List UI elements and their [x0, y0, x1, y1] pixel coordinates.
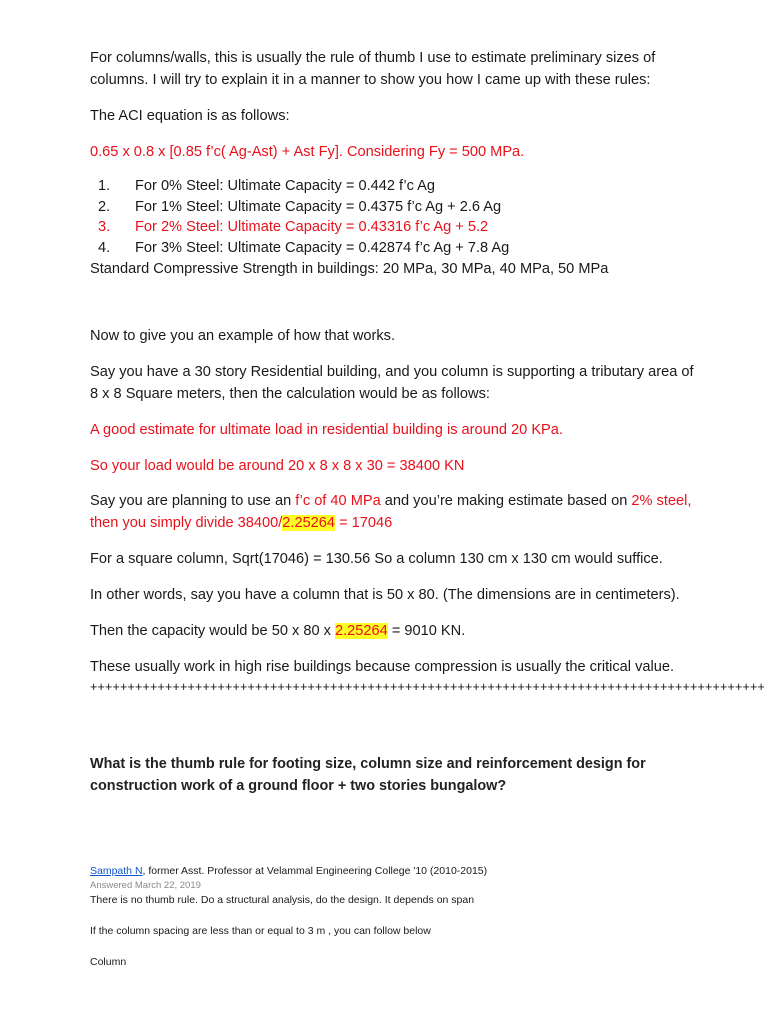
planning-line-1: [90, 490, 691, 512]
high-rise-note: These usually work in high rise buildings because compression is usually the critical value.: [90, 659, 675, 675]
planning-text: Say you are planning to use an: [90, 493, 296, 509]
author-credential: , former Asst. Professor at Velammal Engineering College '10 (2010-2015): [142, 865, 488, 877]
separator-line: ++++++++++++++++++++++++++++++++++++++++++++++++++++++++++++++++++++++++++++++++++++++++++: [90, 680, 765, 694]
intro-line-1: For columns/walls, this is usually the rule of thumb I use to estimate preliminary sizes of: [90, 50, 656, 66]
highlighted-factor: 2.25264: [335, 623, 388, 639]
scenario-line-2: 8 x 8 Square meters, then the calculation would be as follows:: [90, 386, 490, 402]
steel-percentage: 2% steel,: [631, 493, 692, 509]
answer-line-2: If the column spacing are less than or equal to 3 m , you can follow below: [90, 925, 431, 937]
list-number: 3.: [98, 219, 111, 235]
planning-line-2: [90, 512, 392, 534]
list-item: [90, 238, 509, 259]
answer-byline: [90, 864, 487, 878]
answer-line-1: There is no thumb rule. Do a structural analysis, do the design. It depends on span: [90, 894, 475, 906]
aci-heading: The ACI equation is as follows:: [90, 108, 290, 124]
divide-text: then you simply divide 38400/: [90, 515, 283, 531]
planning-text: and you’re making estimate based on: [380, 493, 632, 509]
standard-strength: Standard Compressive Strength in buildings: 20 MPa, 30 MPa, 40 MPa, 50 MPa: [90, 261, 609, 277]
estimate-load: A good estimate for ultimate load in residential building is around 20 KPa.: [90, 422, 563, 438]
author-link[interactable]: Sampath N: [90, 865, 143, 877]
divide-result: = 17046: [335, 515, 393, 531]
list-item: [90, 197, 509, 218]
list-item: [90, 176, 509, 197]
other-words: In other words, say you have a column that is 50 x 80. (The dimensions are in centimeters).: [90, 587, 680, 603]
fc-value: f’c of 40 MPa: [295, 493, 381, 509]
capacity-result: = 9010 KN.: [387, 623, 466, 639]
highlighted-factor: 2.25264: [282, 515, 336, 531]
list-number: 4.: [98, 239, 111, 256]
load-calculation: So your load would be around 20 x 8 x 8 x 30 = 38400 KN: [90, 458, 465, 474]
capacity-line: [90, 620, 465, 642]
square-column: For a square column, Sqrt(17046) = 130.56 So a column 130 cm x 130 cm would suffice.: [90, 551, 663, 567]
list-number: 2.: [98, 198, 111, 215]
list-text: For 0% Steel: Ultimate Capacity = 0.442 f’c Ag: [135, 178, 435, 194]
list-text: For 1% Steel: Ultimate Capacity = 0.4375 f’c Ag + 2.6 Ag: [135, 198, 502, 215]
list-item-highlighted: [90, 217, 509, 238]
aci-equation: 0.65 x 0.8 x [0.85 f’c( Ag-Ast) + Ast Fy]. Considering Fy = 500 MPa.: [90, 144, 525, 160]
answer-date: Answered March 22, 2019: [90, 880, 201, 891]
list-text: For 3% Steel: Ultimate Capacity = 0.42874 f’c Ag + 7.8 Ag: [135, 239, 510, 256]
list-text: For 2% Steel: Ultimate Capacity = 0.43316 f’c Ag + 5.2: [135, 219, 489, 235]
capacity-text: Then the capacity would be 50 x 80 x: [90, 623, 336, 639]
steel-capacity-list: [90, 176, 509, 258]
example-intro: Now to give you an example of how that works.: [90, 328, 396, 344]
answer-line-3: Column: [90, 956, 127, 968]
list-number: 1.: [98, 178, 111, 194]
scenario-line-1: Say you have a 30 story Residential building, and you column is supporting a tributary area of: [90, 364, 694, 380]
intro-line-2: columns. I will try to explain it in a manner to show you how I came up with these rules:: [90, 72, 651, 88]
question-heading: What is the thumb rule for footing size, column size and reinforcement design for construction work of a ground floor + two stories bungalow?: [90, 756, 646, 794]
